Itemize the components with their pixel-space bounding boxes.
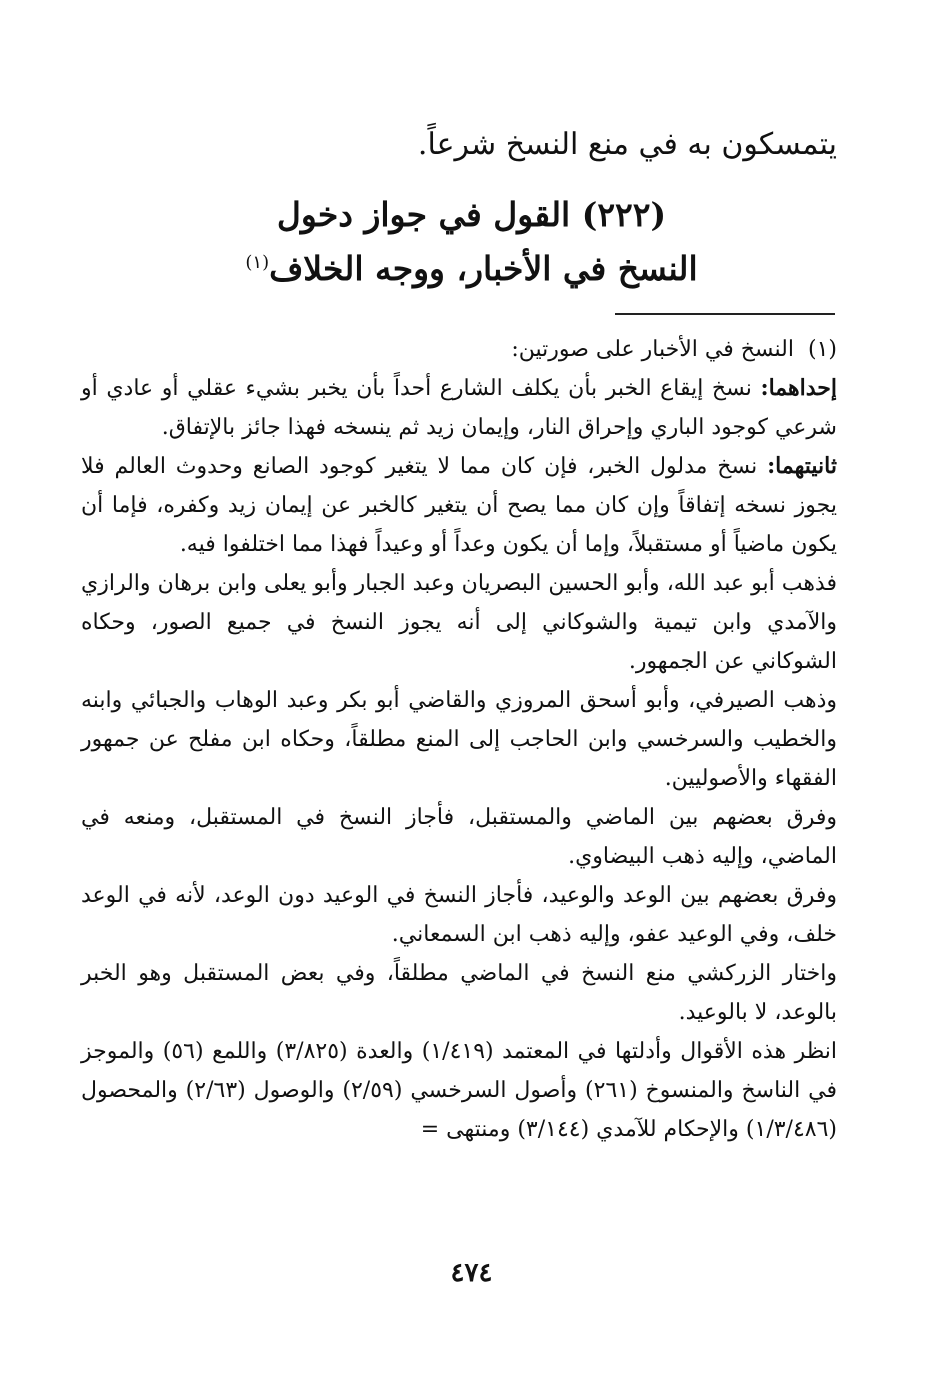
second-label: ثانيتهما: bbox=[767, 453, 837, 479]
second-text: نسخ مدلول الخبر، فإن كان مما لا يتغير كوجود الصانع وحدوث العالم فلا يجوز نسخه إتفاقاً وإن كان مما يصح أن يتغير كالخبر عن إيمان زيد وكفره، فإما أن يكون ماضياً أو مستقبلاً، وإما أن يكون وعداً أو وعيداً فهذا مما اختلفوا فيه. bbox=[81, 454, 837, 557]
footnote-header bbox=[81, 330, 837, 369]
footnote-marker: (١) bbox=[807, 337, 837, 362]
footnote-paragraph-7: واختار الزركشي منع النسخ في الماضي مطلقاً، وفي بعض المستقبل وهو الخبر بالوعد، لا بالوعيد. bbox=[81, 961, 837, 1025]
section-number: (٢٢٢) bbox=[581, 195, 667, 234]
section-heading bbox=[120, 188, 823, 296]
page-number: ٤٧٤ bbox=[450, 1258, 493, 1288]
first-label: إحداهما: bbox=[760, 375, 837, 401]
footnote-paragraph-second bbox=[81, 447, 837, 564]
footnote-paragraph-5: وفرق بعضهم بين الماضي والمستقبل، فأجاز النسخ في المستقبل، ومنعه في الماضي، وإليه ذهب البيضاوي. bbox=[81, 805, 837, 869]
footnote-block bbox=[81, 330, 837, 1149]
footnote-paragraph-4: وذهب الصيرفي، وأبو أسحق المروزي والقاضي أبو بكر وعبد الوهاب والجبائي وابنه والخطيب والسرخسي وابن الحاجب إلى المنع مطلقاً، وحكاه ابن مفلح عن جمهور الفقهاء والأصوليين. bbox=[81, 688, 837, 791]
footnote-separator bbox=[615, 313, 835, 315]
footnote-reference: (١) bbox=[245, 252, 270, 273]
footnote-paragraph-3: فذهب أبو عبد الله، وأبو الحسين البصريان وعبد الجبار وأبو يعلى وابن برهان والرازي والآمدي وابن تيمية والشوكاني إلى أنه يجوز النسخ في جميع الصور، وحكاه الشوكاني عن الجمهور. bbox=[81, 571, 837, 674]
heading-line-2-text: النسخ في الأخبار، ووجه الخلاف bbox=[269, 249, 698, 288]
first-text: نسخ إيقاع الخبر بأن يكلف الشارع أحداً بأن يخبر بشيء عقلي أو عادي أو شرعي كوجود الباري وإحراق النار، وإيمان زيد ثم ينسخه فهذا جائز بالإتفاق. bbox=[81, 376, 837, 440]
heading-line-1 bbox=[120, 188, 823, 242]
heading-line-1-text: القول في جواز دخول bbox=[276, 195, 571, 234]
footnote-paragraph-6: وفرق بعضهم بين الوعد والوعيد، فأجاز النسخ في الوعيد دون الوعد، لأنه في الوعد خلف، وفي الوعيد عفو، وإليه ذهب ابن السمعاني. bbox=[81, 883, 837, 947]
heading-line-2 bbox=[120, 242, 823, 296]
footnote-intro: النسخ في الأخبار على صورتين: bbox=[511, 337, 794, 362]
footnote-paragraph-first bbox=[81, 369, 837, 447]
opening-line: يتمسكون به في منع النسخ شرعاً. bbox=[417, 127, 837, 162]
footnote-paragraph-8: انظر هذه الأقوال وأدلتها في المعتمد (١/٤١٩) والعدة (٣/٨٢٥) واللمع (٥٦) والموجز في الناسخ والمنسوخ (٢٦١) وأصول السرخسي (٢/٥٩) والوصول (٢/٦٣) والمحصول (١/٣/٤٨٦) والإحكام للآمدي (٣/١٤٤) ومنتهى = bbox=[81, 1039, 838, 1142]
